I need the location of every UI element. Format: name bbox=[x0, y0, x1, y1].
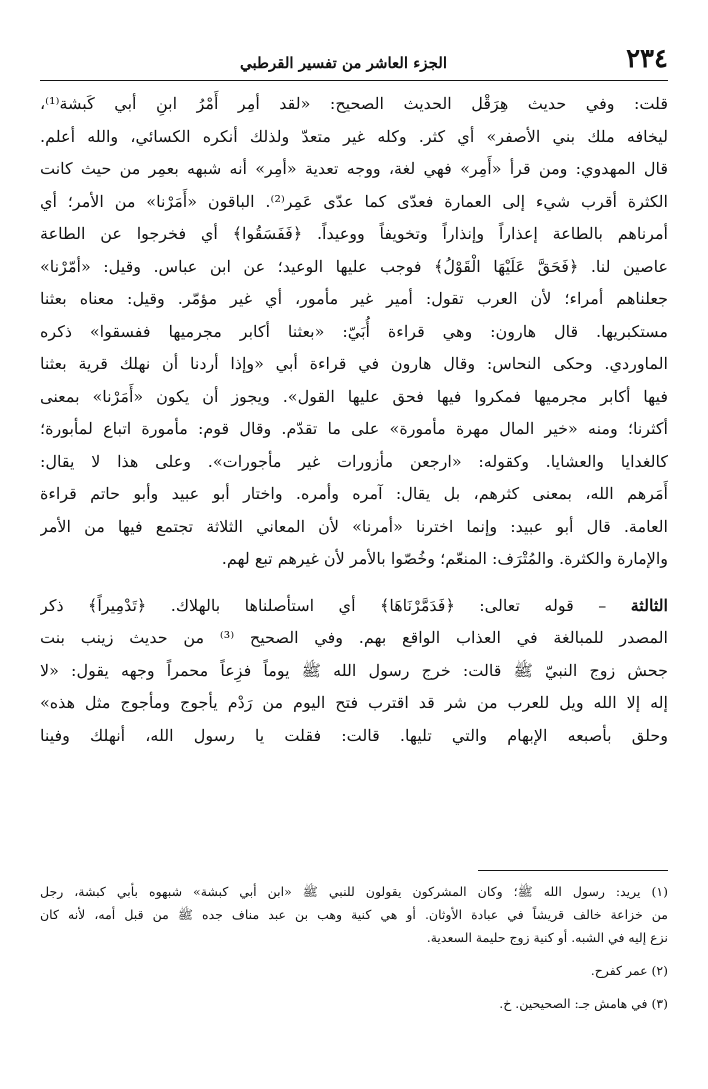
text-line: فيها أكابر مجرميها فمكروا فيها فحق عليها القول». ويجوز أن يكون «أَمَرْنا» بمعنى bbox=[40, 386, 668, 406]
running-title: الجزء العاشر من تفسير القرطبي bbox=[240, 54, 447, 72]
footnote-2: (٢) عمر كفرح. bbox=[590, 963, 668, 978]
text-line: قال المهدوي: ومن قرأ «أَمِر» فهي لغة، ووجه تعدية «أمِر» أنه شبهه بعمِر من حيث كانت bbox=[40, 159, 668, 178]
page-header bbox=[40, 38, 668, 72]
footnote-line: من خزاعة خالف قريشاً في عبادة الأوثان. أو هي كنية وهب بن عبد مناف جده ﷺ من قبل أمه، لأنه كان bbox=[40, 907, 668, 922]
text-line: مستكبريها. قال هارون: وهي قراءة أُبَيّ: «بعثنا أكابر مجرميها ففسقوا» ذكره bbox=[40, 321, 668, 341]
footnotes bbox=[40, 880, 668, 1015]
text-line: إله إلا الله ويل للعرب من شر قد اقترب فتح اليوم من رَدْم يأجوج ومأجوج مثل هذه» bbox=[40, 693, 668, 712]
text-line: قلت: وفي حديث هِرَقْل الحديث الصحيح: «لقد أمِر أَمْرُ ابنِ أبي كَبشة⁽¹⁾، bbox=[40, 94, 668, 113]
body-text bbox=[40, 88, 668, 752]
text-line: وحلق بأصبعه الإبهام والتي تليها. قالت: فقلت يا رسول الله، أنهلك وفينا bbox=[40, 725, 668, 745]
paragraph-gap bbox=[40, 576, 668, 590]
footnote-line: نزع إليه في الشبه. أو كنية زوج حليمة السعدية. bbox=[426, 930, 668, 945]
footnote-rule bbox=[478, 870, 668, 871]
text-line: أمرناهم بالطاعة إعذاراً وإنذاراً وتخويفاً ووعيداً. ﴿فَفَسَقُوا﴾ أي فخرجوا عن الطاعة bbox=[40, 224, 668, 243]
text-line-rest: – قوله تعالى: ﴿فَدَمَّرْنَاهَا﴾ أي استأصلناها بالهلاك. ﴿تَدْمِيراً﴾ ذكر bbox=[40, 595, 607, 615]
text-line: جعلناهم أمراء؛ لأن العرب تقول: أمير غير مأمور، أي غير مؤمّر. وقيل: معناه بعثنا bbox=[40, 289, 668, 308]
footnote-line: (١) يريد: رسول الله ﷺ؛ وكان المشركون يقولون للنبي ﷺ «ابن أبي كبشة» شبهوه بأبي كبشة، رجل bbox=[40, 884, 668, 899]
text-line: جحش زوج النبيّ ﷺ قالت: خرج رسول الله ﷺ يوماً فزِعاً محمراً وجهه يقول: «لا bbox=[40, 660, 668, 680]
page-number: ٢٣٤ bbox=[626, 44, 668, 74]
text-line: الماوردي. وحكى النحاس: وقال هارون في قراءة أبي «وإذا أردنا أن نهلك قرية بعثنا bbox=[40, 354, 668, 373]
text-line: الكثرة أقرب شيء إلى العمارة فعدّى كما عدّى عَمِر⁽²⁾. الباقون «أَمَرْنا» من الأمر؛ أي bbox=[40, 191, 668, 211]
text-line: والإمارة والكثرة. والمُتْرَف: المنعّم؛ وخُصّوا بالأمر لأن غيرهم تبع لهم. bbox=[221, 549, 668, 568]
footnote-3: (٣) في هامش جـ: الصحيحين. خ. bbox=[499, 996, 668, 1011]
text-line: ليخافه ملك بني الأصفر» أي كثر. وكله غير متعدّ ولذلك أنكره الكسائي، والله أعلم. bbox=[40, 126, 668, 146]
text-line bbox=[40, 590, 668, 623]
text-line: عاصين لنا. ﴿فَحَقَّ عَلَيْهَا الْقَوْلُ﴾ فوجب عليها الوعيد؛ عن ابن عباس. وقيل: «أمّرْنا» bbox=[40, 256, 668, 276]
text-line: المصدر للمبالغة في العذاب الواقع بهم. وفي الصحيح ⁽³⁾ من حديث زينب بنت bbox=[40, 628, 668, 647]
text-line: أَمَرهم الله، بمعنى كثرهم، بل يقال: آمره وأمره. واختار أبو عبيد وأبو حاتم قراءة bbox=[40, 484, 668, 503]
header-rule bbox=[40, 80, 668, 81]
text-line: كالغدايا والعشايا. وكقوله: «ارجعن مأزورات غير مأجورات». وعلى هذا لا يقال: bbox=[40, 451, 668, 471]
text-line: أكثرنا؛ ومنه «خير المال مهرة مأمورة» على ما تقدّم. وقال قوم: مأمورة اتباع لمأبورة؛ bbox=[40, 419, 668, 438]
section-lead: الثالثة bbox=[630, 595, 668, 615]
text-line: العامة. قال أبو عبيد: وإنما اخترنا «أمرنا» لأن المعاني الثلاثة تجتمع فيها من الأمر bbox=[40, 516, 668, 536]
